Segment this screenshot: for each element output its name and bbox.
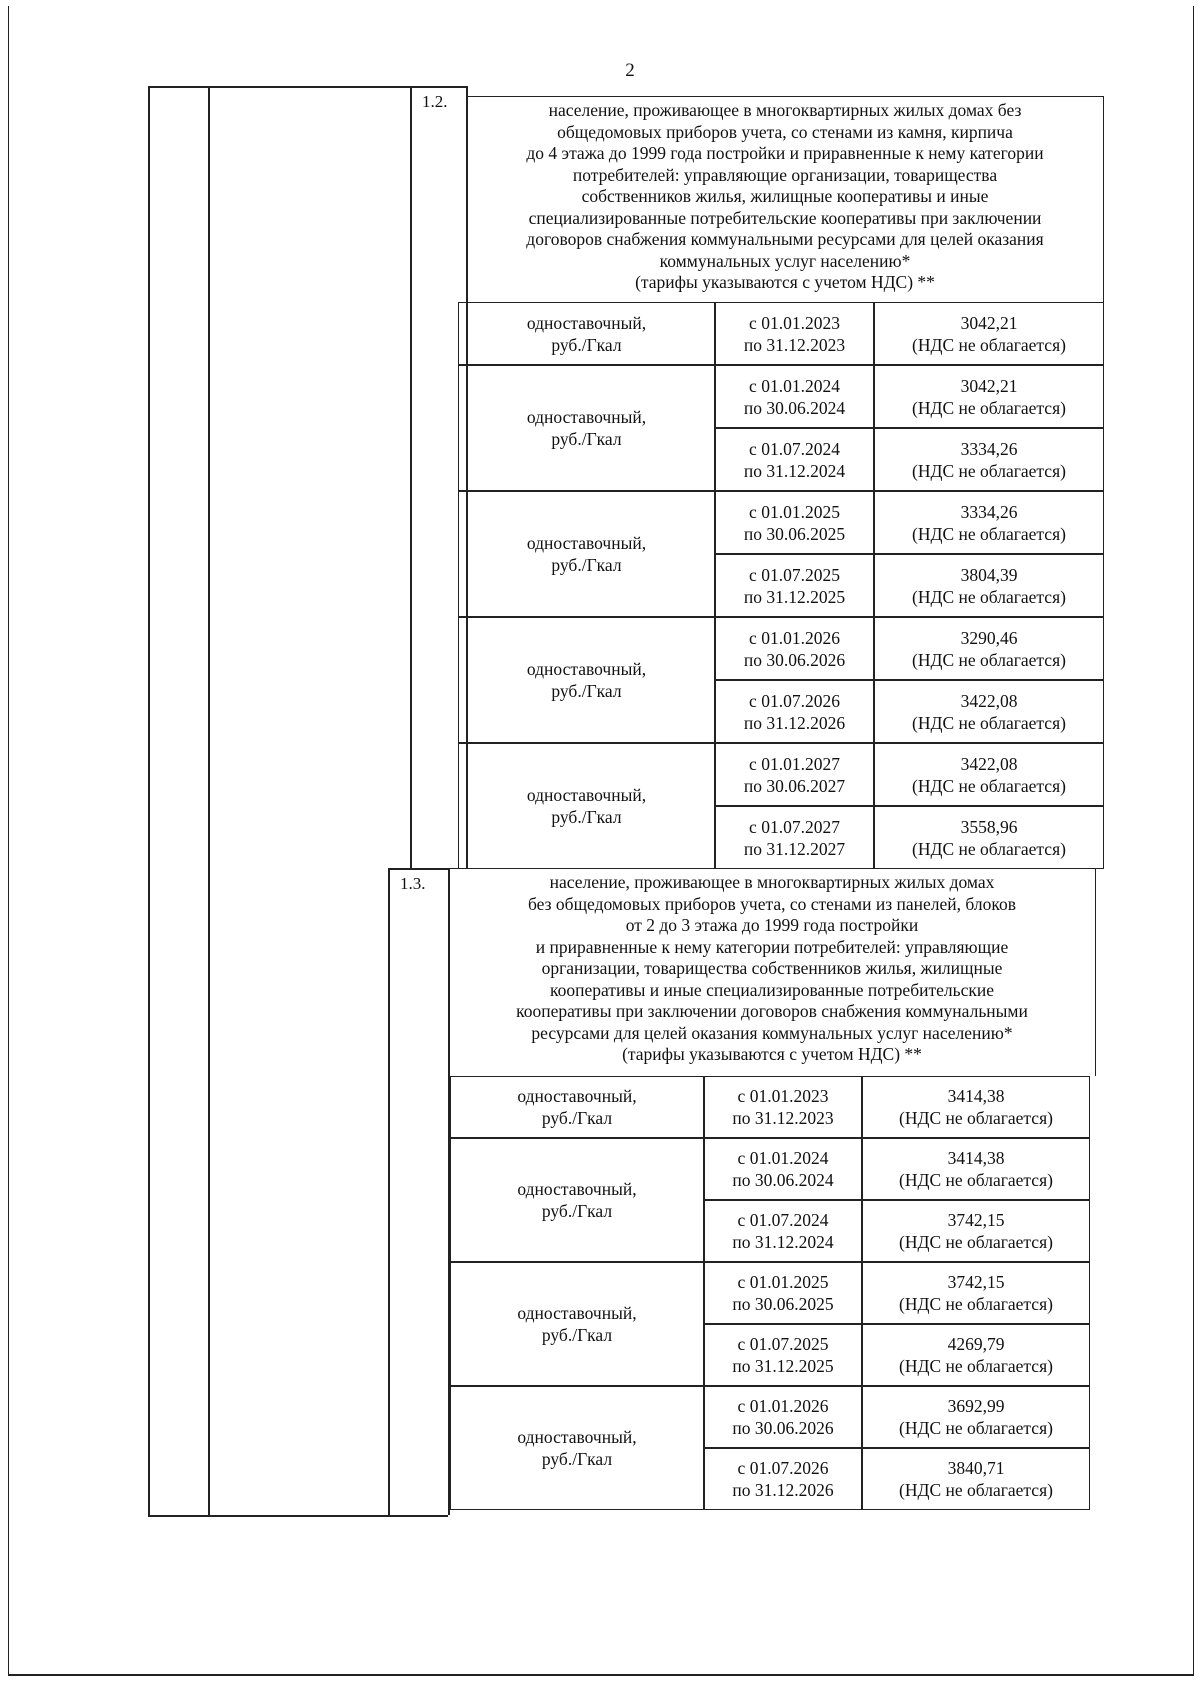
period-from: с 01.07.2024 — [737, 1210, 829, 1230]
tariff-type-label: руб./Гкал — [541, 1449, 613, 1469]
section-heading — [448, 872, 1096, 1066]
vat-note: (НДС не облагается) — [912, 712, 1066, 733]
period-to: по 30.06.2025 — [743, 523, 846, 544]
tariff-value: 3558,96 — [960, 816, 1018, 837]
period-from: с 01.07.2026 — [737, 1458, 829, 1478]
heading-line: (тарифы указываются с учетом НДС) ** — [635, 272, 935, 292]
vat-note: (НДС не облагается) — [899, 1170, 1053, 1190]
tariff-value: 3422,08 — [960, 753, 1018, 774]
section-top-border — [388, 868, 448, 870]
vat-note: (НДС не облагается) — [899, 1480, 1053, 1500]
tariff-type-cell — [458, 365, 715, 491]
tariff-type-label: одноставочный, — [517, 1086, 637, 1106]
heading-line: специализированные потребительские кооперативы при заключении — [528, 207, 1042, 228]
vat-note: (НДС не облагается) — [912, 775, 1066, 796]
tariff-type-cell — [458, 617, 715, 743]
period-to: по 31.12.2026 — [732, 1480, 834, 1500]
tariff-type-label: руб./Гкал — [541, 1108, 613, 1128]
period-from: с 01.01.2025 — [737, 1272, 829, 1292]
period-to: по 31.12.2026 — [743, 712, 846, 733]
tariff-type-label: одноставочный, — [526, 659, 647, 679]
heading-line: без общедомовых приборов учета, со стенами из панелей, блоков — [527, 893, 1016, 914]
heading-line: договоров снабжения коммунальными ресурсами для целей оказания — [526, 229, 1044, 249]
tariff-type-label: одноставочный, — [526, 312, 647, 333]
tariff-value: 4269,79 — [947, 1334, 1005, 1354]
tariff-value: 3840,71 — [947, 1458, 1005, 1478]
heading-line: организации, товарищества собственников жилья, жилищные — [541, 958, 1003, 978]
period-to: по 31.12.2023 — [732, 1108, 834, 1128]
period-to: по 31.12.2025 — [743, 586, 846, 607]
tariff-value-cell — [874, 302, 1104, 365]
tariff-value: 3290,46 — [960, 627, 1018, 648]
tariff-type-label: одноставочный, — [526, 533, 647, 553]
period-to: по 30.06.2024 — [732, 1170, 834, 1190]
period-to: по 30.06.2024 — [743, 397, 846, 418]
heading-line: кооперативы и иные специализированные потребительские — [549, 979, 994, 1000]
period-to: по 30.06.2027 — [743, 775, 846, 796]
period-to: по 31.12.2023 — [743, 334, 846, 355]
section-heading — [466, 100, 1104, 294]
vat-note: (НДС не облагается) — [899, 1232, 1053, 1252]
period-cell — [704, 1386, 862, 1448]
heading-line: кооперативы при заключении договоров снабжения коммунальными — [516, 1001, 1028, 1021]
tariff-type-label: одноставочный, — [526, 785, 647, 805]
tariff-type-cell — [450, 1076, 704, 1138]
tariff-type-label: одноставочный, — [526, 407, 647, 427]
tariff-value-cell — [874, 617, 1104, 680]
tariff-value-cell — [862, 1262, 1090, 1324]
period-cell — [715, 617, 874, 680]
period-from: с 01.01.2027 — [749, 753, 840, 774]
vat-note: (НДС не облагается) — [899, 1108, 1053, 1128]
tariff-value: 3042,21 — [960, 375, 1018, 396]
tariff-value: 3414,38 — [947, 1086, 1005, 1106]
period-to: по 31.12.2024 — [732, 1232, 834, 1252]
period-cell — [704, 1076, 862, 1138]
tariff-value-cell — [862, 1076, 1090, 1138]
period-cell — [704, 1262, 862, 1324]
tariff-type-label: руб./Гкал — [551, 807, 622, 827]
vat-note: (НДС не облагается) — [912, 397, 1066, 418]
period-from: с 01.07.2025 — [749, 564, 840, 585]
period-from: с 01.01.2025 — [749, 501, 840, 522]
period-cell — [715, 302, 874, 365]
heading-line: и приравненные к нему категории потребителей: управляющие — [535, 936, 1009, 957]
tariff-type-label: одноставочный, — [517, 1179, 637, 1199]
period-cell — [704, 1448, 862, 1510]
tariff-value-cell — [862, 1138, 1090, 1200]
vat-note: (НДС не облагается) — [912, 460, 1066, 481]
tariff-value: 3804,39 — [960, 564, 1018, 585]
heading-line: коммунальных услуг населению* — [659, 250, 911, 271]
period-from: с 01.07.2025 — [737, 1334, 829, 1354]
period-cell — [715, 428, 874, 491]
period-cell — [715, 554, 874, 617]
tariff-value-cell — [874, 680, 1104, 743]
heading-line: общедомовых приборов учета, со стенами из камня, кирпича — [557, 121, 1013, 142]
tariff-value: 3414,38 — [947, 1148, 1005, 1168]
tariff-value: 3742,15 — [947, 1210, 1005, 1230]
period-cell — [715, 365, 874, 428]
heading-line: население, проживающее в многоквартирных жилых домах без — [548, 100, 1022, 120]
tariff-type-label: руб./Гкал — [541, 1201, 613, 1221]
period-to: по 30.06.2026 — [732, 1418, 834, 1438]
vat-note: (НДС не облагается) — [912, 838, 1066, 859]
section-num-col-border — [388, 868, 390, 1515]
page-number: 2 — [625, 60, 635, 81]
period-from: с 01.07.2026 — [749, 690, 840, 711]
heading-line: (тарифы указываются с учетом НДС) ** — [622, 1044, 922, 1064]
vat-note: (НДС не облагается) — [912, 586, 1066, 607]
period-cell — [704, 1324, 862, 1386]
vat-note: (НДС не облагается) — [912, 523, 1066, 544]
period-from: с 01.07.2024 — [749, 438, 840, 459]
heading-line: население, проживающее в многоквартирных жилых домах — [549, 872, 995, 892]
tariff-type-cell — [450, 1138, 704, 1262]
tariff-value: 3334,26 — [960, 501, 1018, 522]
section-num-col-border — [410, 86, 412, 868]
tariff-type-cell — [450, 1386, 704, 1510]
period-cell — [704, 1200, 862, 1262]
table-top-border — [148, 86, 410, 88]
tariff-value: 3692,99 — [947, 1396, 1005, 1416]
tariff-type-cell — [458, 491, 715, 617]
period-to: по 31.12.2027 — [743, 838, 846, 859]
period-from: с 01.01.2026 — [749, 627, 840, 648]
col-border — [148, 86, 150, 1515]
tariff-value-cell — [862, 1324, 1090, 1386]
tariff-type-label: руб./Гкал — [551, 334, 622, 355]
period-from: с 01.01.2024 — [737, 1148, 829, 1168]
tariff-type-cell — [458, 743, 715, 869]
vat-note: (НДС не облагается) — [912, 334, 1066, 355]
tariff-value: 3334,26 — [960, 438, 1018, 459]
tariff-value-cell — [874, 365, 1104, 428]
period-from: с 01.01.2026 — [737, 1396, 829, 1416]
vat-note: (НДС не облагается) — [899, 1418, 1053, 1438]
period-to: по 30.06.2025 — [732, 1294, 834, 1314]
period-to: по 31.12.2025 — [732, 1356, 834, 1376]
tariff-value: 3742,15 — [947, 1272, 1005, 1292]
period-cell — [715, 680, 874, 743]
tariff-value-cell — [874, 743, 1104, 806]
tariff-type-cell — [450, 1262, 704, 1386]
tariff-value-cell — [874, 806, 1104, 869]
vat-note: (НДС не облагается) — [899, 1294, 1053, 1314]
period-from: с 01.01.2024 — [749, 375, 840, 396]
period-from: с 01.07.2027 — [749, 816, 840, 837]
tariff-type-label: руб./Гкал — [551, 555, 622, 575]
heading-line: от 2 до 3 этажа до 1999 года постройки — [625, 915, 919, 935]
period-to: по 31.12.2024 — [743, 460, 846, 481]
tariff-value-cell — [862, 1200, 1090, 1262]
tariff-type-cell — [458, 302, 715, 365]
tariff-value-cell — [862, 1448, 1090, 1510]
period-cell — [715, 743, 874, 806]
heading-line: до 4 этажа до 1999 года постройки и приравненные к нему категории — [526, 143, 1044, 163]
heading-line: собственников жилья, жилищные кооперативы и иные — [581, 186, 989, 206]
tariff-value-cell — [874, 491, 1104, 554]
col-border — [208, 86, 210, 1515]
period-cell — [715, 491, 874, 554]
table-bottom-border — [148, 1515, 448, 1517]
tariff-type-label: руб./Гкал — [551, 681, 622, 701]
period-from: с 01.01.2023 — [749, 312, 840, 333]
heading-line: ресурсами для целей оказания коммунальных услуг населению* — [531, 1022, 1013, 1043]
section-number: 1.2. — [422, 92, 448, 111]
tariff-value-cell — [874, 554, 1104, 617]
period-cell — [704, 1138, 862, 1200]
vat-note: (НДС не облагается) — [899, 1356, 1053, 1376]
tariff-value-cell — [874, 428, 1104, 491]
heading-line: потребителей: управляющие организации, товарищества — [572, 164, 998, 185]
tariff-value: 3042,21 — [960, 312, 1018, 333]
tariff-type-label: руб./Гкал — [551, 429, 622, 449]
tariff-value-cell — [862, 1386, 1090, 1448]
period-to: по 30.06.2026 — [743, 649, 846, 670]
section-top-border — [410, 86, 466, 88]
tariff-type-label: руб./Гкал — [541, 1325, 613, 1345]
period-from: с 01.01.2023 — [737, 1086, 829, 1106]
period-cell — [715, 806, 874, 869]
tariff-type-label: одноставочный, — [517, 1427, 637, 1447]
tariff-type-label: одноставочный, — [517, 1303, 637, 1323]
vat-note: (НДС не облагается) — [912, 649, 1066, 670]
tariff-value: 3422,08 — [960, 690, 1018, 711]
section-number: 1.3. — [400, 874, 426, 893]
